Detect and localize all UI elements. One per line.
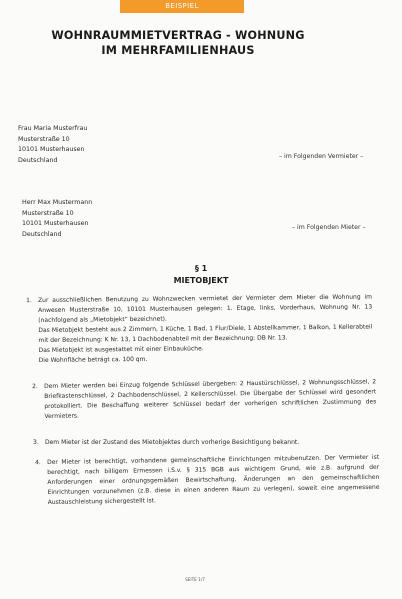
paragraph-text: Dem Mieter ist der Zustand des Mietobjektes durch vorherige Besichtigung bekannt. xyxy=(45,439,300,446)
paragraph-number: 4. xyxy=(35,459,41,467)
landlord-street: Musterstraße 10 xyxy=(18,135,70,143)
tenant-address xyxy=(22,198,92,240)
paragraph-4 xyxy=(35,453,380,508)
tenant-name: Herr Max Mustermann xyxy=(22,199,93,206)
paragraph-number: 1. xyxy=(26,297,32,305)
tenant-role: – im Folgenden Mieter – xyxy=(292,224,366,231)
tenant-city: 10101 Musterhausen xyxy=(22,220,89,227)
section-title: MIETOBJEKT xyxy=(173,276,229,285)
tenant-street: Musterstraße 10 xyxy=(22,209,74,217)
paragraph-2 xyxy=(32,377,377,422)
landlord-role: – im Folgenden Vermieter – xyxy=(279,153,364,160)
paragraph-text: Zur ausschließlichen Benutzung zu Wohnzwecken vermietet der Vermieter dem Mieter die Wohnung im Anwesen Musterstraße 10, 10101 Musterhausen gelegen: 1. Etage, links, Vorderhaus, Wohnung Nr. 13 (nachfolgend als „Mietobjekt“ bezeichnet). xyxy=(38,293,373,324)
paragraph-text: Das Mietobjekt besteht aus 2 Zimmern, 1 Küche, 1 Bad, 1 Flur/Diele, 1 Abstellkammer, 1 Balkon, 1 Kellerabteil mit der Bezeichnung: K Nr. 13, 1 Dachbodenabteil mit der Bezeichnung: DB Nr. 13. xyxy=(38,323,373,344)
tenant-country: Deutschland xyxy=(22,230,62,238)
landlord-address xyxy=(18,124,87,166)
paragraph-text: Dem Mieter werden bei Einzug folgende Schlüssel übergeben: 2 Haustürschlüssel, 2 Wohnungsschlüssel, 2 Briefkastenschlüssel, 2 Dachbodenschlüssel, 2 Kellerschlüssel. Die Übergabe der Schlüssel wird gesondert protokolliert. Die Beschaffung weiterer Schlüssel bedarf der vorherigen schriftlichen Zustimmung des Vermieters. xyxy=(44,378,377,420)
paragraph-3 xyxy=(33,438,375,448)
landlord-city: 10101 Musterhausen xyxy=(18,146,85,153)
paragraph-text: Das Mietobjekt ist ausgestattet mit einer Einbauküche. xyxy=(38,345,204,354)
landlord-country: Deutschland xyxy=(18,156,58,164)
section-number: § 1 xyxy=(194,264,208,273)
paragraph-text: Die Wohnfläche beträgt ca. 100 qm. xyxy=(38,355,148,364)
sample-badge: BEISPIEL xyxy=(120,0,244,13)
paragraph-number: 3. xyxy=(33,439,39,446)
paragraph-number: 2. xyxy=(32,383,38,391)
page-number: SEITE 1/7 xyxy=(185,577,205,582)
landlord-name: Frau Maria Musterfrau xyxy=(18,125,88,132)
paragraph-1 xyxy=(26,293,373,366)
document-title: WOHNRAUMMIETVERTRAG - WOHNUNG IM MEHRFAMILIENHAUS xyxy=(51,29,305,57)
paragraph-text: Der Mieter ist berechtigt, vorhandene gemeinschaftliche Einrichtungen mitzubenutzen. Der Vermieter ist berechtigt, nach billigem Ermessen i.S.v. § 315 BGB aus wichtigem Grund, wie z.B. aufgrund der Anforderungen einer ordnungsgemäßen Bewirtschaftung, Änderungen an den gemeinschaftlichen Einrichtungen vorzunehmen (z.B. diese in einen anderen Raum zu verlegen), soweit eine angemessene Austauschleistung sichergestellt ist. xyxy=(47,453,380,506)
